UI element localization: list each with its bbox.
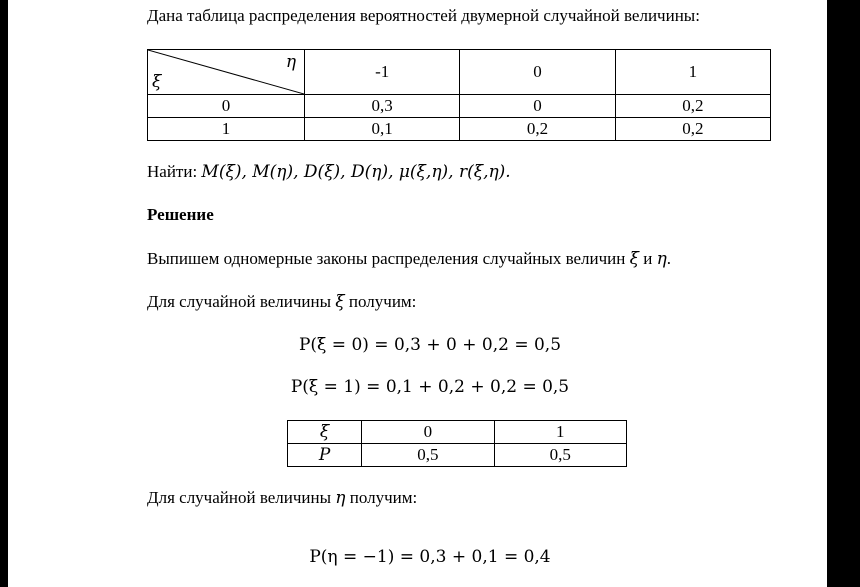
marginals-text: Выпишем одномерные законы распределения случайных величин ξ и η. [147, 249, 672, 269]
xi-distribution-table [287, 420, 627, 467]
table-row [148, 118, 771, 141]
intro-text: Дана таблица распределения вероятностей двумерной случайной величины: [147, 6, 700, 25]
find-formula: M(ξ), M(η), D(ξ), D(η), μ(ξ,η), r(ξ,η). [201, 162, 511, 182]
equation-p-eta-minus1: P(η = −1) = 0,3 + 0,1 = 0,4 [309, 547, 551, 567]
row-label: 1 [148, 118, 305, 141]
table-cell: 0,2 [615, 95, 770, 118]
table-cell: 0,5 [494, 444, 626, 467]
row-label: 0 [148, 95, 305, 118]
table-cell: P [288, 444, 362, 467]
table-cell: 0,5 [362, 444, 494, 467]
joint-distribution-table [147, 49, 771, 141]
table-cell: 0,2 [460, 118, 615, 141]
col-header: 0 [460, 50, 615, 95]
table-row [148, 95, 771, 118]
corner-cell [148, 50, 305, 95]
table-row [288, 421, 627, 444]
table-cell: 0 [460, 95, 615, 118]
equation-p-xi-1: P(ξ = 1) = 0,1 + 0,2 + 0,2 = 0,5 [290, 377, 570, 397]
col-header: 1 [615, 50, 770, 95]
solution-heading: Решение [147, 205, 214, 224]
table-header-row [148, 50, 771, 95]
find-line [147, 162, 511, 182]
table-cell: 1 [494, 421, 626, 444]
corner-xi: ξ [152, 72, 162, 92]
eta-intro-text: Для случайной величины η получим: [147, 488, 418, 508]
table-cell: ξ [288, 421, 362, 444]
equation-p-xi-0: P(ξ = 0) = 0,3 + 0 + 0,2 = 0,5 [298, 335, 562, 355]
table-cell: 0,2 [615, 118, 770, 141]
xi-intro-text: Для случайной величины ξ получим: [147, 292, 417, 312]
table-row [288, 444, 627, 467]
table-cell: 0,3 [305, 95, 460, 118]
find-label: Найти: [147, 162, 198, 181]
table-cell: 0 [362, 421, 494, 444]
corner-eta: η [285, 52, 296, 72]
col-header: -1 [305, 50, 460, 95]
table-cell: 0,1 [305, 118, 460, 141]
diagonal-line [148, 50, 304, 94]
